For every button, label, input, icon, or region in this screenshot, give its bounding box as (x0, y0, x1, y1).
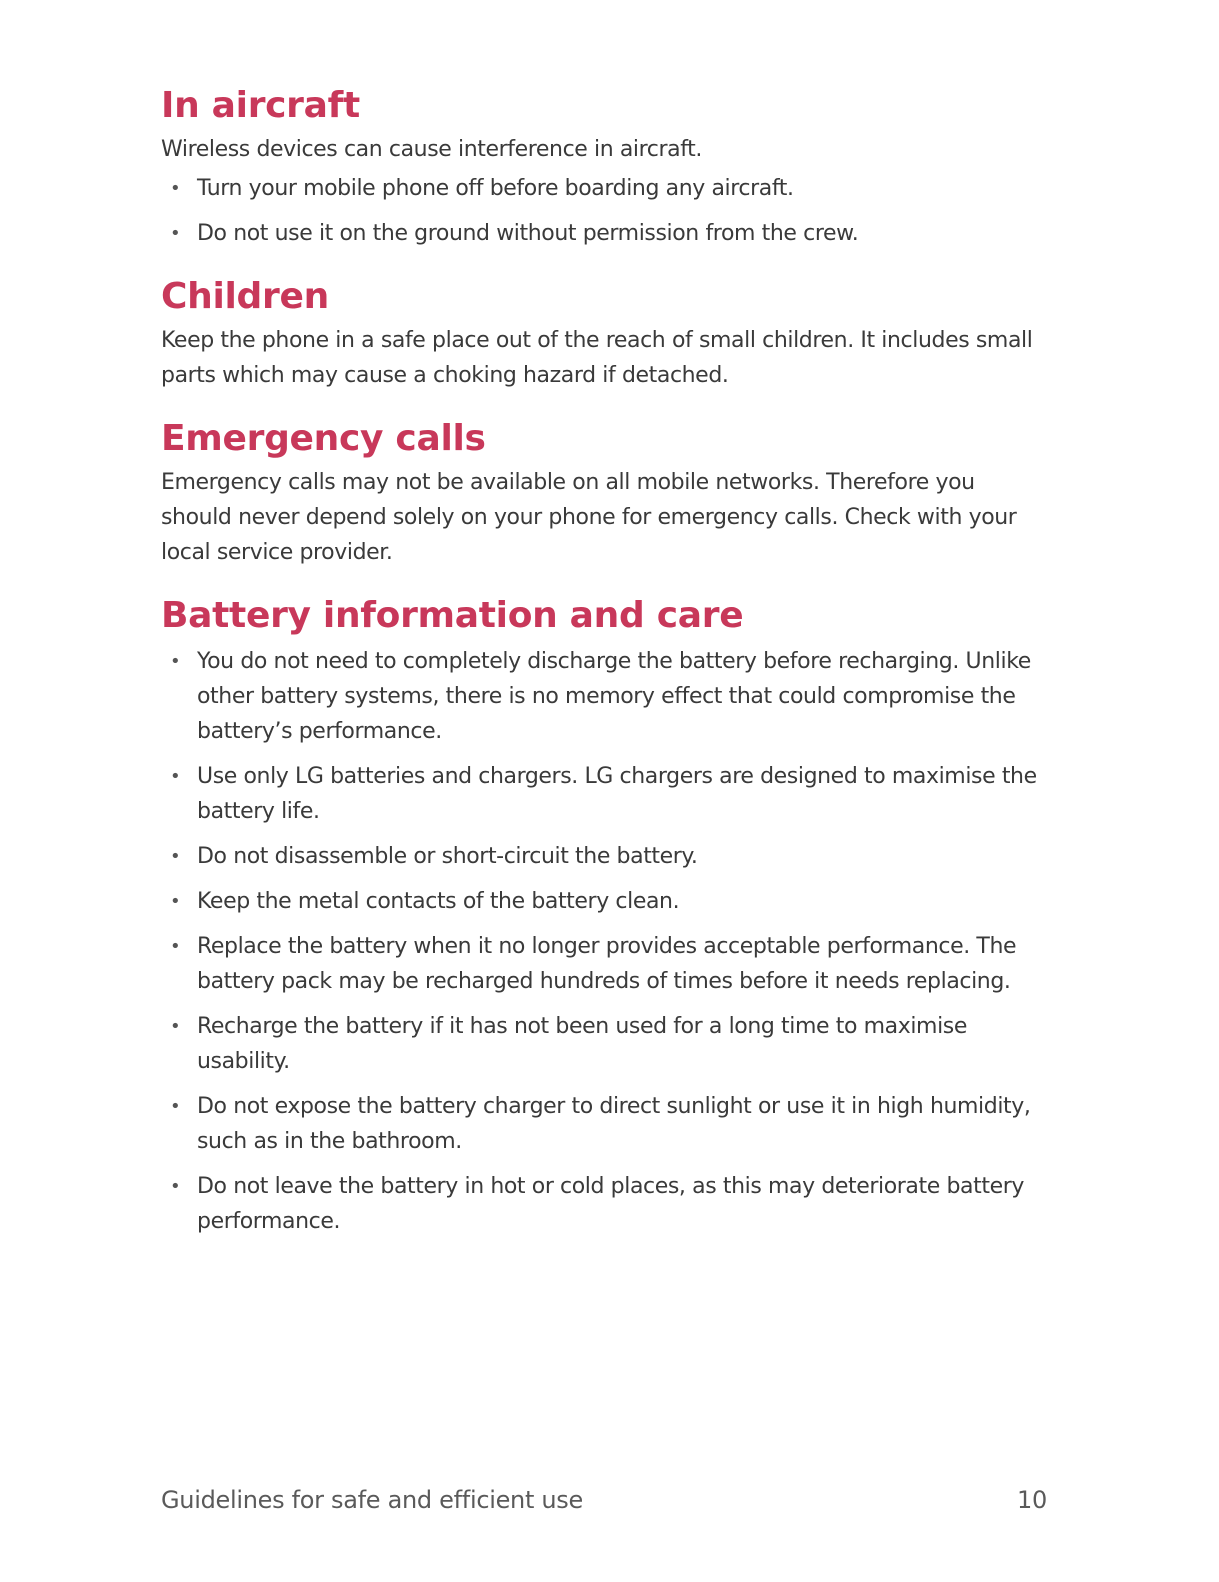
bullet-icon: • (170, 936, 181, 957)
section-title: Battery information and care (161, 595, 744, 636)
section-battery-care (161, 592, 1041, 1239)
list-item (161, 884, 1041, 919)
list-item (161, 1169, 1041, 1239)
list-item (161, 171, 1041, 206)
section-title: In aircraft (161, 85, 360, 126)
section-intro: Emergency calls may not be available on all mobile networks. Therefore you should never depend solely on your phone for emergency calls. Check with your local service provider. (161, 470, 1017, 565)
section-emergency-calls (161, 415, 1041, 570)
section-title: Emergency calls (161, 418, 486, 459)
list-item-text: Use only LG batteries and chargers. LG chargers are designed to maximise the battery life. (197, 764, 1037, 824)
bullet-list (161, 171, 1041, 251)
bullet-list (161, 644, 1041, 1239)
bullet-icon: • (170, 178, 181, 199)
list-item (161, 216, 1041, 251)
list-item (161, 839, 1041, 874)
list-item-text: Keep the metal contacts of the battery clean. (197, 889, 680, 914)
bullet-icon: • (170, 891, 181, 912)
list-item (161, 929, 1041, 999)
list-item-text: You do not need to completely discharge the battery before recharging. Unlike other battery systems, there is no memory effect that could compromise the battery’s performance. (197, 649, 1031, 744)
bullet-icon: • (170, 1096, 181, 1117)
bullet-icon: • (170, 846, 181, 867)
list-item (161, 759, 1041, 829)
section-children (161, 273, 1041, 393)
list-item-text: Do not disassemble or short-circuit the battery. (197, 844, 698, 869)
bullet-icon: • (170, 1016, 181, 1037)
section-in-aircraft (161, 82, 1041, 251)
list-item-text: Replace the battery when it no longer provides acceptable performance. The battery pack may be recharged hundreds of times before it needs replacing. (197, 934, 1017, 994)
list-item-text: Recharge the battery if it has not been used for a long time to maximise usability. (197, 1014, 968, 1074)
list-item-text: Turn your mobile phone off before boarding any aircraft. (197, 176, 794, 201)
section-intro: Wireless devices can cause interference in aircraft. (161, 137, 702, 162)
list-item (161, 1009, 1041, 1079)
page-footer (161, 1486, 1047, 1514)
section-intro: Keep the phone in a safe place out of the reach of small children. It includes small parts which may cause a choking hazard if detached. (161, 328, 1033, 388)
list-item (161, 644, 1041, 749)
document-page (161, 82, 1041, 1261)
page-number: 10 (1017, 1486, 1047, 1514)
section-title: Children (161, 276, 329, 317)
list-item-text: Do not leave the battery in hot or cold places, as this may deteriorate battery performance. (197, 1174, 1024, 1234)
list-item-text: Do not expose the battery charger to direct sunlight or use it in high humidity, such as in the bathroom. (197, 1094, 1031, 1154)
bullet-icon: • (170, 223, 181, 244)
list-item (161, 1089, 1041, 1159)
bullet-icon: • (170, 651, 181, 672)
bullet-icon: • (170, 766, 181, 787)
bullet-icon: • (170, 1176, 181, 1197)
list-item-text: Do not use it on the ground without permission from the crew. (197, 221, 859, 246)
footer-section-name: Guidelines for safe and efficient use (161, 1486, 583, 1514)
